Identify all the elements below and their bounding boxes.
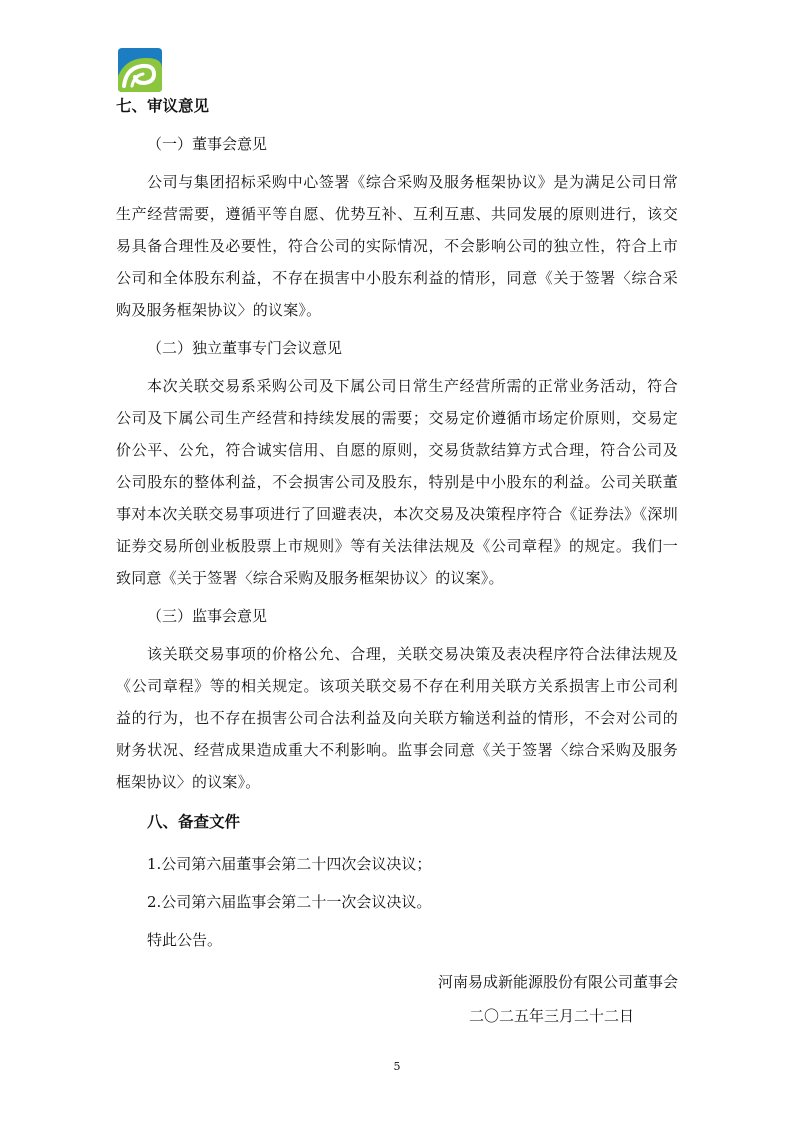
document-body bbox=[116, 90, 678, 1032]
supervisory-board-opinion-text: 该关联交易事项的价格公允、合理，关联交易决策及表决程序符合法律法规及《公司章程》等的相关规定。该项关联交易不存在利用关联方关系损害上市公司利益的行为，也不存在损害公司合法利益及向关联方输送利益的情形，不会对公司的财务状况、经营成果造成重大不利影响。监事会同意《关于签署〈综合采购及服务框架协议〉的议案》。 bbox=[116, 645, 678, 791]
closing-statement: 特此公告。 bbox=[147, 931, 223, 949]
signature-org: 河南易成新能源股份有限公司董事会 bbox=[437, 973, 678, 991]
signature-date: 二〇二五年三月二十二日 bbox=[468, 1007, 634, 1025]
reference-doc-item: 2.公司第六届监事会第二十一次会议决议。 bbox=[147, 893, 432, 911]
supervisory-board-opinion-heading: （三）监事会意见 bbox=[147, 607, 268, 625]
section-8-heading: 八、备查文件 bbox=[147, 813, 241, 831]
board-opinion-heading: （一）董事会意见 bbox=[147, 135, 268, 153]
section-7-heading: 七、审议意见 bbox=[116, 97, 210, 115]
page-number: 5 bbox=[393, 1060, 401, 1073]
board-opinion-text: 公司与集团招标采购中心签署《综合采购及服务框架协议》是为满足公司日常生产经营需要，遵循平等自愿、优势互补、互利互惠、共同发展的原则进行，该交易具备合理性及必要性，符合公司的实际情况，不会影响公司的独立性，符合上市公司和全体股东利益，不存在损害中小股东利益的情形，同意《关于签署〈综合采购及服务框架协议〉的议案》。 bbox=[116, 173, 678, 319]
independent-director-opinion-text: 本次关联交易系采购公司及下属公司日常生产经营所需的正常业务活动，符合公司及下属公司生产经营和持续发展的需要；交易定价遵循市场定价原则，交易定价公平、公允，符合诚实信用、自愿的原则，交易货款结算方式合理，符合公司及公司股东的整体利益，不会损害公司及股东，特别是中小股东的利益。公司关联董事对本次关联交易事项进行了回避表决，本次交易及决策程序符合《证券法》《深圳证券交易所创业板股票上市规则》等有关法律法规及《公司章程》的规定。我们一致同意《关于签署〈综合采购及服务框架协议〉的议案》。 bbox=[116, 377, 678, 587]
reference-doc-item: 1.公司第六届董事会第二十四次会议决议； bbox=[147, 855, 432, 873]
independent-director-opinion-heading: （二）独立董事专门会议意见 bbox=[147, 339, 343, 357]
company-logo-icon bbox=[116, 46, 164, 94]
